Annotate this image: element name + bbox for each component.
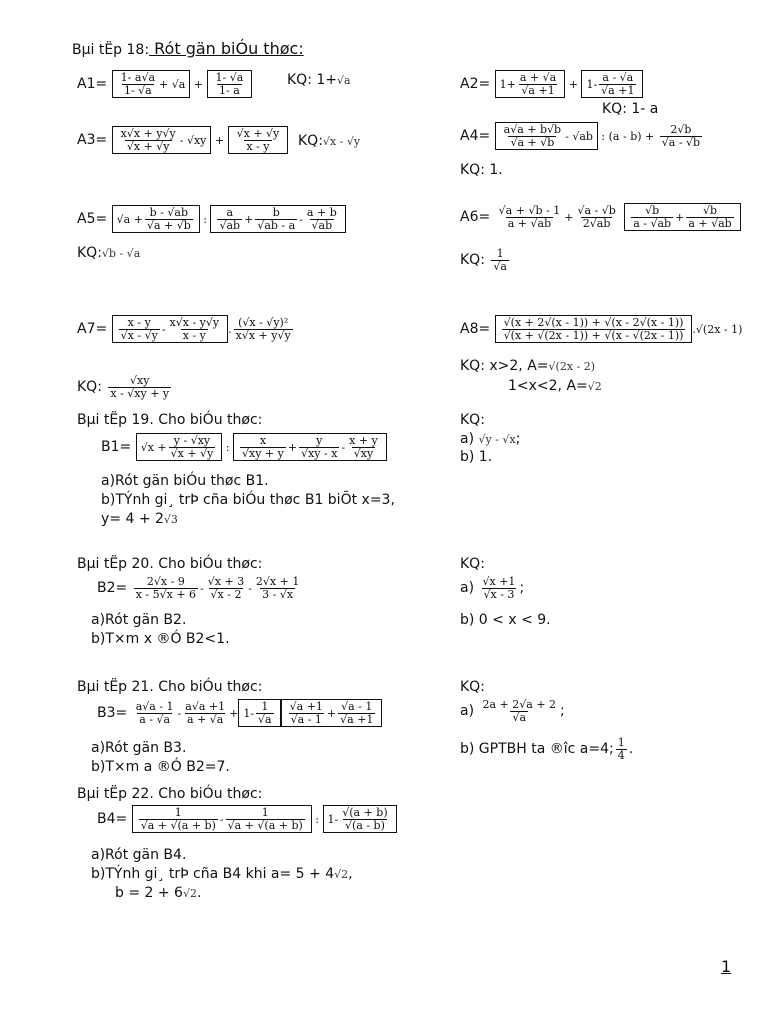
a7-expression: $\frac{x - y}{√x - √y}$ - $\frac{x√x - y√y}{x - y}$ (112, 315, 228, 343)
a1-label: A1= (77, 76, 108, 93)
exercise-19-question-b-cont: y= 4 + 2√3 (101, 511, 178, 527)
a1-answer: KQ: 1+√a (287, 72, 351, 88)
exercise-22-question-a: a)Rót gän B4. (91, 847, 187, 863)
exercise-20-kq-b: b) 0 < x < 9. (460, 612, 551, 628)
a2-expression: 1+ $\frac{a + √a}{√a +1}$ (495, 70, 566, 98)
a4-label: A4= (460, 128, 491, 145)
a5-label: A5= (77, 211, 108, 228)
formula-a3: A3= $\frac{x√x + y√y}{√x + √y}$ - √xy + $\frac{√x + √y}{x - y}$ (77, 126, 288, 154)
a2-answer: KQ: 1- a (602, 101, 659, 117)
exercise-19-question-a: a)Rót gän biÓu thøc B1. (101, 473, 269, 489)
a8-label: A8= (460, 321, 491, 338)
exercise-19-kq-b: b) 1. (460, 449, 493, 465)
b3-label: B3= (97, 705, 128, 722)
b1-label: B1= (101, 439, 132, 456)
exercise-18-topic: Rót gän biÓu thøc: (149, 39, 304, 58)
formula-a4: A4= $\frac{a√a + b√b}{√a + √b}$ - √ab : (a - b) + $\frac{2√b}{√a - √b}$ (460, 123, 701, 149)
page-number: 1 (721, 957, 732, 976)
formula-b1: B1= √x + $\frac{y - √xy}{√x + √y}$ : $\frac{x}{√xy + y}$ + $\frac{y}{√xy - x}$ - $\frac{x + y}{√xy}$ (101, 433, 387, 461)
formula-a2: A2= 1+ $\frac{a + √a}{√a +1}$ + 1- $\frac{a - √a}{√a +1}$ (460, 70, 643, 98)
a8-answer: KQ: x>2, A=√(2x - 2) (460, 358, 596, 374)
exercise-20-kq-a: a) $\frac{√x +1}{√x - 3}$ ; (460, 575, 525, 601)
exercise-20-kq: KQ: (460, 556, 485, 572)
a3-label: A3= (77, 132, 108, 149)
b3-expression: $\frac{√a +1}{√a - 1}$ + $\frac{√a - 1}{√a +1}$ (281, 699, 383, 727)
a6-label: A6= (460, 209, 491, 226)
formula-b4: B4= $\frac{1}{√a + √(a + b)}$ - $\frac{1}{√a + √(a + b)}$ : 1- $\frac{√(a + b)}{√(a - b)}$ (97, 805, 397, 833)
exercise-22-question-b: b)TÝnh gi¸ trÞ cña B4 khi a= 5 + 4√2, (91, 866, 353, 882)
a8-answer-case2: 1<x<2, A=√2 (508, 378, 602, 394)
a6-answer: KQ: $\frac{1}{√a}$ (460, 247, 507, 273)
exercise-18-heading (72, 40, 304, 58)
b4-expression: $\frac{1}{√a + √(a + b)}$ - $\frac{1}{√a + √(a + b)}$ (132, 805, 312, 833)
exercise-21-kq-a: a) $\frac{2a + 2√a + 2}{√a}$ ; (460, 698, 565, 724)
b4-label: B4= (97, 811, 128, 828)
exercise-21-question-b: b)T×m a ®Ó B2=7. (91, 759, 230, 775)
exercise-22-question-b-cont: b = 2 + 6√2. (115, 885, 202, 901)
a2-label: A2= (460, 76, 491, 93)
exercise-21-question-a: a)Rót gän B3. (91, 740, 187, 756)
exercise-19-question-b: b)TÝnh gi¸ trÞ cña biÓu thøc B1 biÕt x=3, (101, 492, 395, 508)
formula-a5: A5= √a + $\frac{b - √ab}{√a + √b}$ : $\frac{a}{√ab}$ + $\frac{b}{√ab - a}$ - $\frac{a + b}{√ab}$ (77, 205, 346, 233)
formula-a1: A1= $\frac{1- a√a}{1- √a}$ + √a + $\frac{1- √a}{1- a}$ (77, 70, 252, 98)
b1-expression: √x + $\frac{y - √xy}{√x + √y}$ (136, 433, 223, 461)
exercise-20-question-a: a)Rót gän B2. (91, 612, 187, 628)
a7-label: A7= (77, 321, 108, 338)
exercise-19-title: Bµi tËp 19. Cho biÓu thøc: (77, 412, 263, 428)
a5-answer: KQ:√b - √a (77, 245, 141, 261)
a4-expression: $\frac{a√a + b√b}{√a + √b}$ - √ab (495, 122, 598, 150)
exercise-21-title: Bµi tËp 21. Cho biÓu thøc: (77, 679, 263, 695)
exercise-19-kq-a: a) √y - √x; (460, 431, 521, 447)
a1-expression: $\frac{1- a√a}{1- √a}$ + √a (112, 70, 191, 98)
exercise-20-title: Bµi tËp 20. Cho biÓu thøc: (77, 556, 263, 572)
formula-b2: B2= $\frac{2√x - 9}{x - 5√x + 6}$ - $\frac{√x + 3}{√x - 2}$ - $\frac{2√x + 1}{3 - √x}$ (97, 575, 300, 601)
exercise-21-kq: KQ: (460, 679, 485, 695)
exercise-18-title: Bµi tËp 18: (72, 42, 150, 58)
a3-expression: $\frac{x√x + y√y}{√x + √y}$ - √xy (112, 126, 212, 154)
a5-expression: √a + $\frac{b - √ab}{√a + √b}$ (112, 205, 200, 233)
a8-expression: $\frac{√(x + 2√(x - 1)) + √(x - 2√(x - 1))}{√(x + √(2x - 1)) + √(x - √(2x - 1))}$ (495, 315, 693, 343)
a4-answer: KQ: 1. (460, 162, 503, 178)
b2-label: B2= (97, 580, 128, 597)
exercise-21-kq-b: b) GPTBH ta ®îc a=4; $\frac{1}{4}$ . (460, 736, 634, 762)
a3-answer: KQ:√x - √y (298, 133, 361, 149)
exercise-19-kq: KQ: (460, 412, 485, 428)
formula-a8: A8= $\frac{√(x + 2√(x - 1)) + √(x - 2√(x - 1))}{√(x + √(2x - 1)) + √(x - √(2x - 1))}$ .√(2x - 1) (460, 316, 743, 342)
formula-a7: A7= $\frac{x - y}{√x - √y}$ - $\frac{x√x - y√y}{x - y}$ . $\frac{\text{(√x - √y)²}}{x√x + y√y}$ (77, 316, 291, 342)
exercise-22-title: Bµi tËp 22. Cho biÓu thøc: (77, 786, 263, 802)
formula-b3: B3= $\frac{a√a - 1}{a - √a}$ - $\frac{a√a +1}{a + √a}$ + 1- $\frac{1}{√a}$ $\frac{√a +1}{√a - 1}$ + $\frac{√a - 1}{√a +1}$ (97, 699, 382, 727)
a7-answer: KQ: $\frac{√xy}{x - √xy + y}$ (77, 374, 170, 400)
exercise-20-question-b: b)T×m x ®Ó B2<1. (91, 631, 230, 647)
formula-a6: A6= $\frac{√a + √b - 1}{a + √ab}$ + $\frac{√a - √b}{2√ab}$ $\frac{√b}{a - √ab}$ + $\frac{√b}{a + √ab}$ (460, 203, 741, 231)
a6-expression: $\frac{√b}{a - √ab}$ + $\frac{√b}{a + √ab}$ (624, 203, 741, 231)
